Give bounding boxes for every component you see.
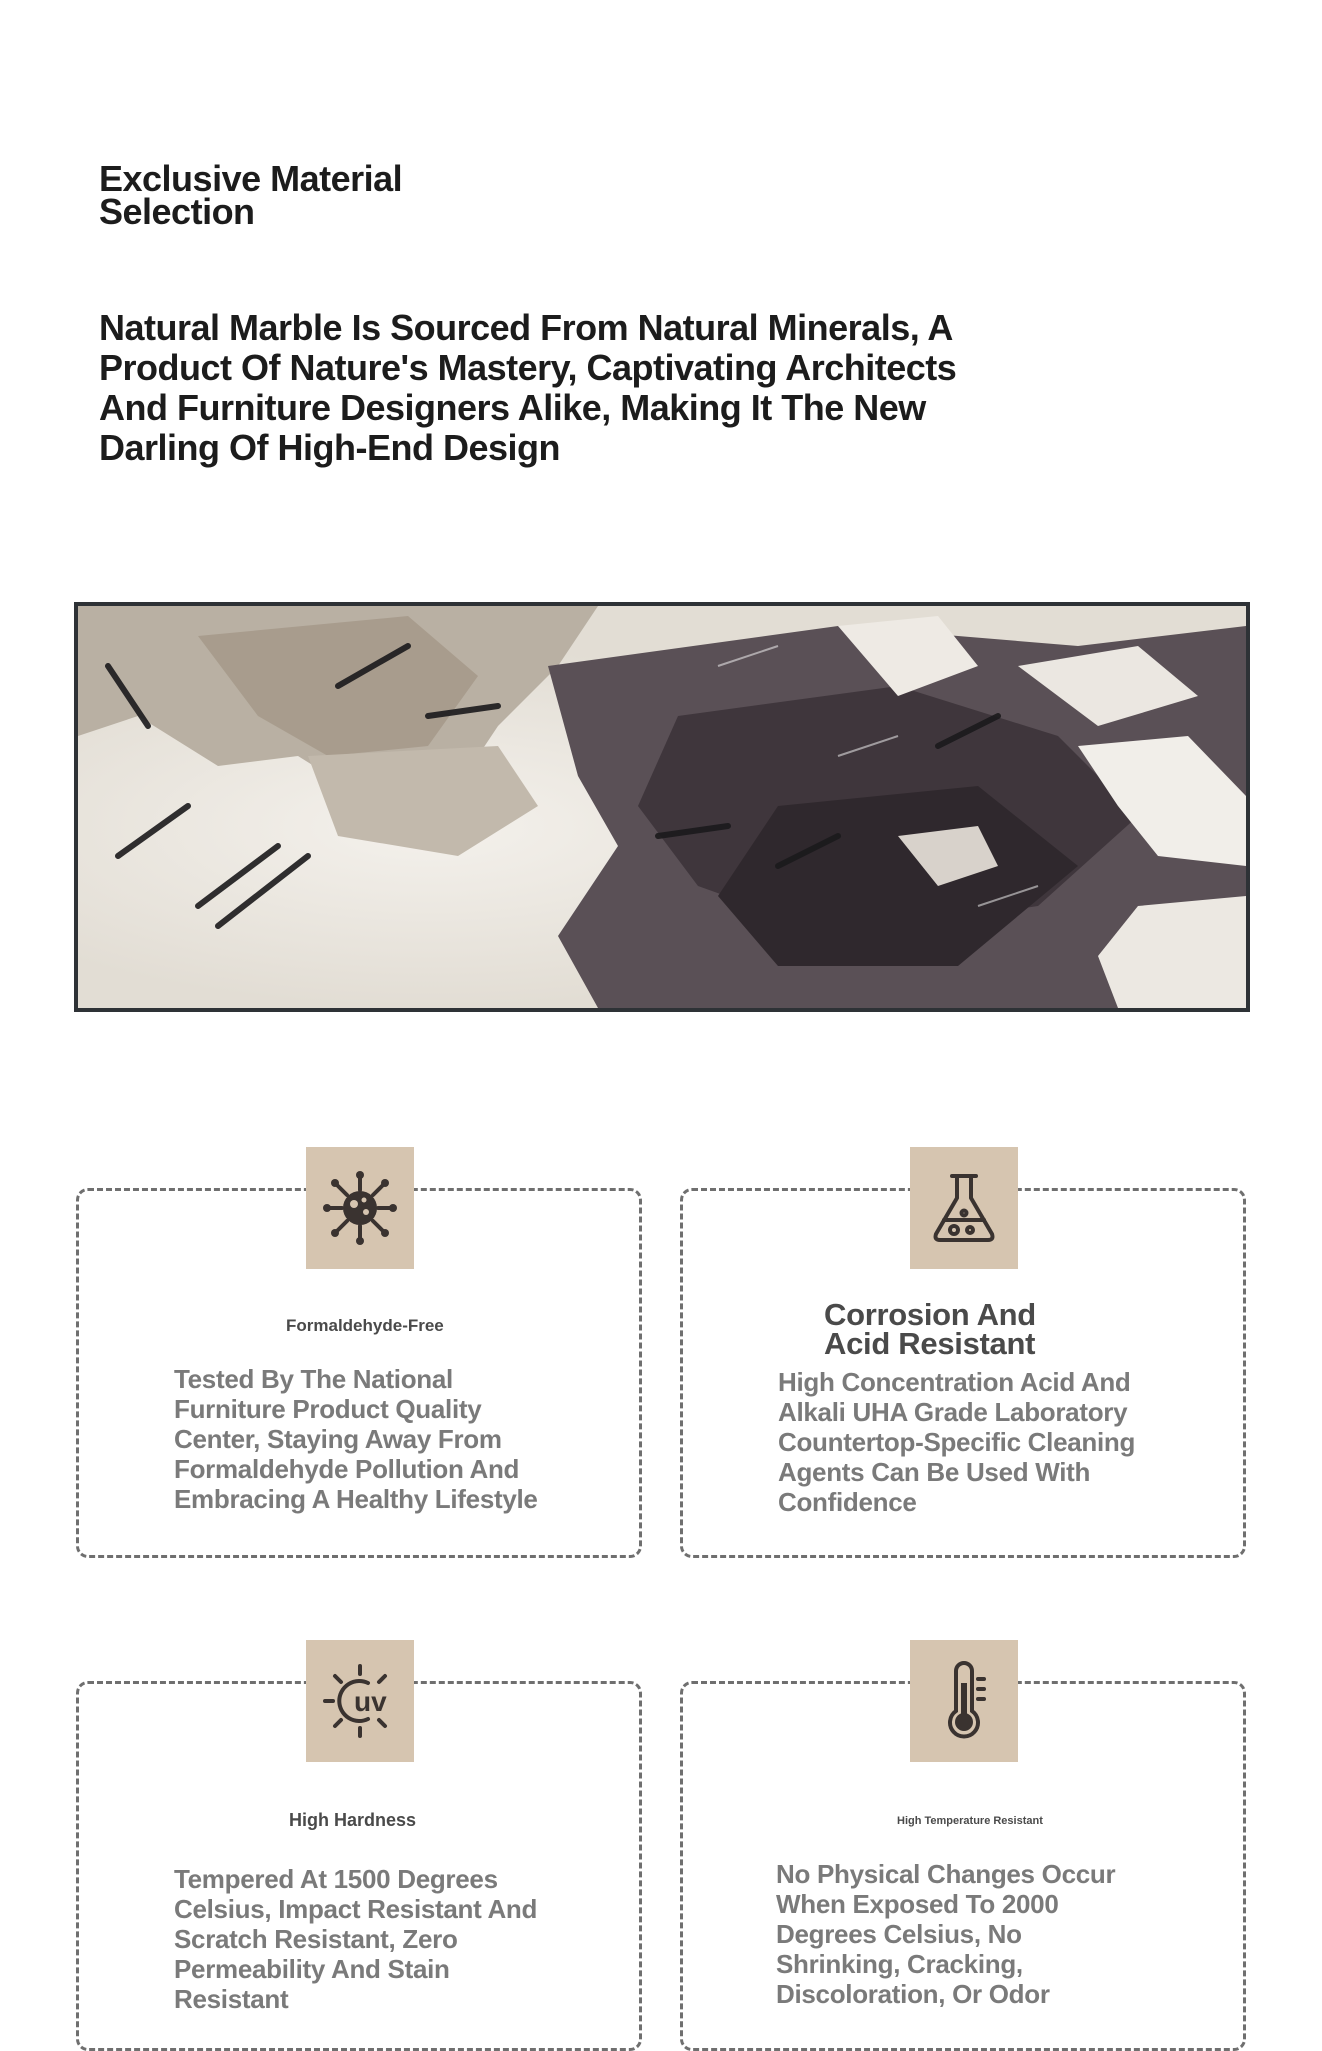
feature-title: High Temperature Resistant bbox=[897, 1815, 1043, 1827]
feature-description: Tempered At 1500 Degrees Celsius, Impact Resistant And Scratch Resistant, Zero Permeability And Stain Resistant bbox=[174, 1864, 538, 2014]
feature-title: Formaldehyde-Free bbox=[286, 1316, 444, 1335]
flask-icon bbox=[924, 1168, 1004, 1248]
page-title: Exclusive Material Selection bbox=[99, 158, 403, 232]
feature-title: Corrosion And Acid Resistant bbox=[824, 1297, 1036, 1361]
feature-icon-box bbox=[910, 1640, 1018, 1762]
virus-icon bbox=[320, 1168, 400, 1248]
feature-description: No Physical Changes Occur When Exposed To 2000 Degrees Celsius, No Shrinking, Cracking, Discoloration, Or Odor bbox=[776, 1859, 1116, 2009]
page-subtitle: Natural Marble Is Sourced From Natural Minerals, A Product Of Nature's Mastery, Captivating Architects And Furniture Designers Alike, Making It The New Darling Of High-End Design bbox=[99, 307, 957, 468]
marble-texture bbox=[78, 606, 1246, 1008]
svg-text:uv: uv bbox=[354, 1686, 387, 1717]
feature-icon-box bbox=[306, 1147, 414, 1269]
feature-title: High Hardness bbox=[289, 1810, 417, 1830]
feature-description: High Concentration Acid And Alkali UHA Grade Laboratory Countertop-Specific Cleaning Agents Can Be Used With Confidence bbox=[778, 1367, 1136, 1517]
feature-icon-box bbox=[306, 1640, 414, 1762]
thermometer-icon bbox=[924, 1661, 1004, 1741]
uv-sun-icon bbox=[320, 1661, 400, 1741]
feature-icon-box bbox=[910, 1147, 1018, 1269]
feature-description: Tested By The National Furniture Product Quality Center, Staying Away From Formaldehyde Pollution And Embracing A Healthy Lifestyle bbox=[174, 1364, 538, 1514]
marble-slab-image bbox=[74, 602, 1250, 1012]
